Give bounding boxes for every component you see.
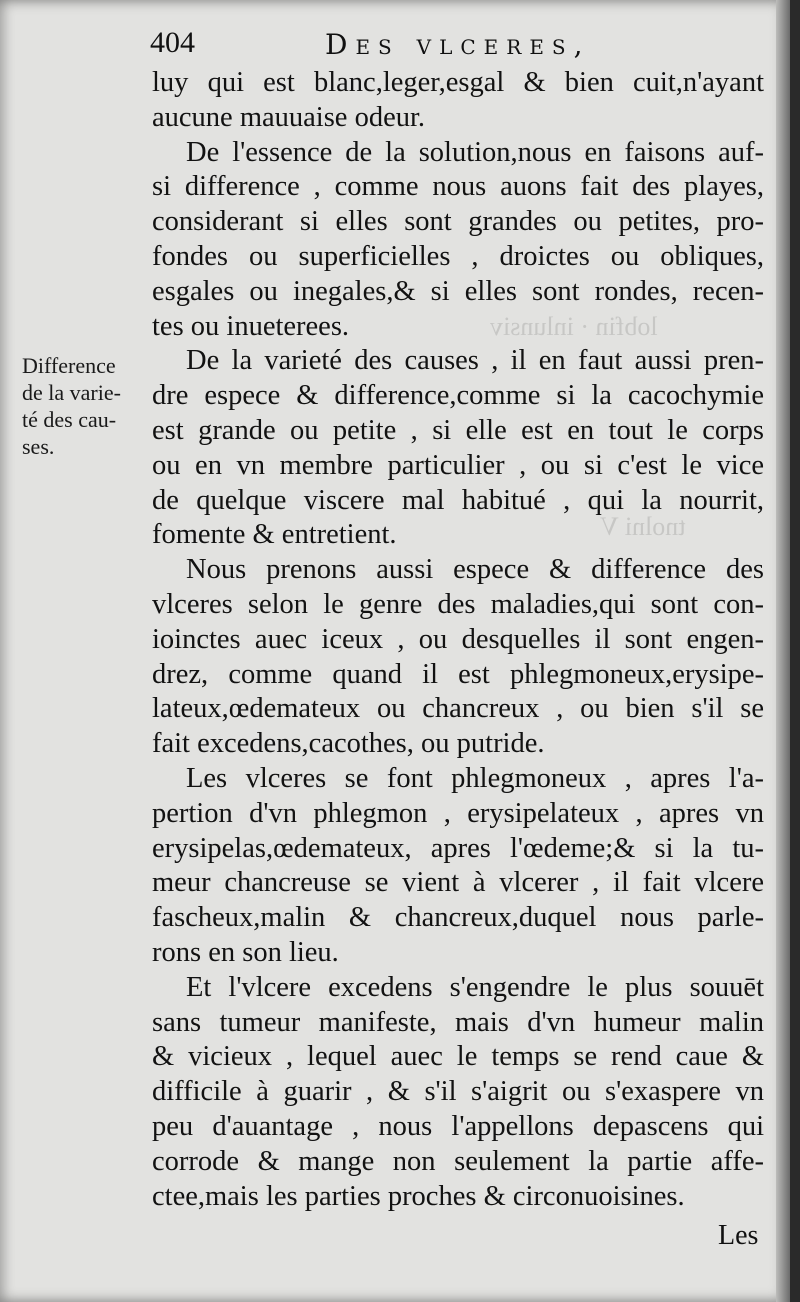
text-line: & vicieux , lequel auec le temps se rend caue & — [152, 1041, 764, 1073]
paragraph — [152, 344, 764, 553]
catchword: Les — [718, 1220, 759, 1251]
show-through-bleed-1: lobfin · inlunsiv — [490, 312, 658, 341]
margin-note-line: de la varie- — [22, 380, 121, 405]
margin-note-line: té des cau- — [22, 407, 117, 432]
text-line: luy qui est blanc,leger,esgal & bien cuit,n'ayant — [152, 67, 764, 98]
text-line: drez, comme quand il est phlegmoneux,erysipe- — [152, 658, 764, 690]
text-line: fomente & entretient. — [152, 519, 397, 551]
paragraph — [152, 762, 764, 971]
text-line: esgales ou inegales,& si elles sont rondes, recen- — [152, 275, 764, 307]
text-line: peu d'auantage , nous l'appellons depascens qui — [152, 1110, 764, 1142]
text-line: De la varieté des causes , il en faut aussi pren- — [186, 345, 764, 377]
text-line: lateux,œdemateux ou chancreux , ou bien s'il se — [152, 693, 764, 725]
text-line: aucune mauuaise odeur. — [152, 101, 426, 133]
page-number: 404 — [150, 26, 195, 59]
text-line: de quelque viscere mal habitué , qui la nourrit, — [152, 484, 764, 516]
text-line: sans tumeur manifeste, mais d'vn humeur malin — [152, 1006, 764, 1038]
text-line: dre espece & difference,comme si la cacochymie — [152, 380, 764, 412]
margin-note-line: Difference — [22, 353, 116, 378]
text-line: si difference , comme nous auons fait des playes, — [152, 171, 764, 203]
paragraph — [152, 971, 764, 1215]
text-line: Et l'vlcere excedens s'engendre le plus souuēt — [186, 971, 764, 1003]
margin-note-line: ses. — [22, 434, 55, 459]
text-line: Les vlceres se font phlegmoneux , apres l'a- — [186, 762, 764, 794]
text-line: erysipelas,œdemateux, apres l'œdeme;& si la tu- — [152, 832, 764, 864]
paragraph — [152, 136, 764, 345]
page-header — [150, 26, 760, 66]
text-line: considerant si elles sont grandes ou petites, pro- — [152, 206, 764, 238]
page-edge-shadow — [776, 0, 790, 1302]
text-line: meur chancreuse se vient à vlcerer , il fait vlcere — [152, 867, 764, 899]
paragraph — [152, 553, 764, 762]
text-line: fait excedens,cacothes, ou putride. — [152, 728, 545, 760]
running-title: Des vlceres, — [325, 28, 591, 61]
text-line: difficile à guarir , & s'il s'aigrit ou s'exaspere vn — [152, 1076, 764, 1108]
text-line: fondes ou superficielles , droictes ou obliques, — [152, 240, 764, 272]
text-line: Nous prenons aussi espece & difference des — [186, 554, 764, 586]
text-line: tes ou inueterees. — [152, 310, 350, 342]
paragraph — [152, 66, 764, 136]
text-line: ctee,mais les parties proches & circonuoisines. — [152, 1180, 685, 1212]
text-line: est grande ou petite , si elle est en tout le corps — [152, 414, 764, 446]
text-line: ioinctes auec iceux , ou desquelles il sont engen- — [152, 623, 764, 655]
margin-note — [22, 352, 152, 460]
text-line: pertion d'vn phlegmon , erysipelateux , apres vn — [152, 797, 764, 829]
text-line: vlceres selon le genre des maladies,qui sont con- — [152, 588, 764, 620]
text-line: De l'essence de la solution,nous en faisons auf- — [186, 136, 764, 168]
body-text — [152, 66, 764, 1214]
text-line: ou en vn membre particulier , ou si c'est le vice — [152, 449, 764, 481]
show-through-bleed-2: tnolni V — [600, 512, 686, 541]
text-line: fascheux,malin & chancreux,duquel nous parle- — [152, 902, 764, 934]
text-line: corrode & mange non seulement la partie affe- — [152, 1145, 764, 1177]
text-line: rons en son lieu. — [152, 936, 339, 968]
